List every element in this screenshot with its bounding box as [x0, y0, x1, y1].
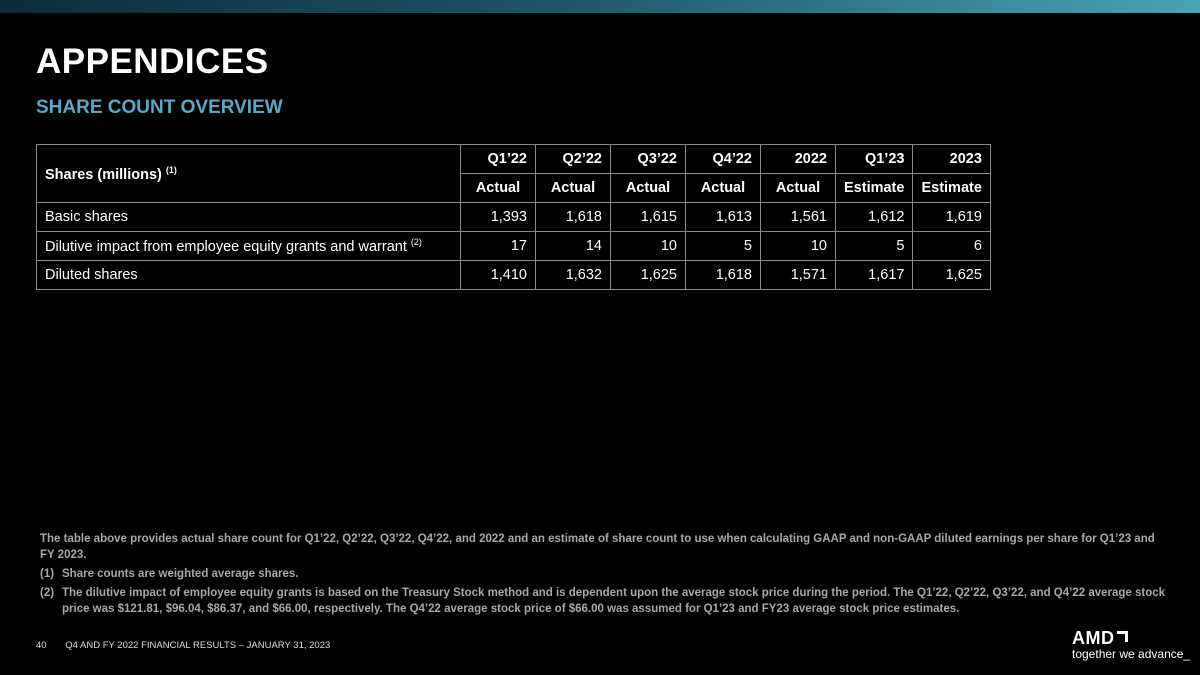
table-cell: 10	[761, 232, 836, 261]
col-header-type: Actual	[611, 174, 686, 203]
table-cell: 5	[836, 232, 913, 261]
top-accent-bar	[0, 0, 1200, 13]
row-label: Diluted shares	[37, 261, 461, 290]
col-header-period: Q4’22	[686, 145, 761, 174]
col-header-period: Q1’23	[836, 145, 913, 174]
row-label: Basic shares	[37, 203, 461, 232]
row-label: Dilutive impact from employee equity grants and warrant $^{(2)}$	[37, 232, 461, 261]
table-cell: 5	[686, 232, 761, 261]
amd-arrow-icon	[1117, 631, 1128, 642]
col-header-period: 2023	[913, 145, 990, 174]
table-cell: 17	[461, 232, 536, 261]
table-row-diluted-shares	[37, 261, 991, 290]
page-footer	[36, 640, 330, 651]
table-cell: 1,612	[836, 203, 913, 232]
table-cell: 1,393	[461, 203, 536, 232]
footnotes-section	[40, 531, 1170, 617]
col-header-type: Actual	[536, 174, 611, 203]
table-cell: 1,618	[536, 203, 611, 232]
table-cell: 1,571	[761, 261, 836, 290]
footnote-number: (1)	[40, 568, 55, 580]
footnote-2	[40, 585, 1170, 617]
table-cell: 1,625	[913, 261, 990, 290]
col-header-period: Q1’22	[461, 145, 536, 174]
table-cell: 1,410	[461, 261, 536, 290]
col-header-type: Estimate	[913, 174, 990, 203]
table-cell: 1,613	[686, 203, 761, 232]
table-cell: 14	[536, 232, 611, 261]
shares-label: Shares (millions)	[45, 166, 162, 183]
logo-tagline: together we advance_	[1072, 647, 1191, 661]
share-count-table	[36, 144, 991, 290]
table-cell: 1,619	[913, 203, 990, 232]
col-header-period: Q3’22	[611, 145, 686, 174]
table-cell: 6	[913, 232, 990, 261]
footnote-ref-2: (2)	[410, 237, 422, 248]
footnote-text: Share counts are weighted average shares.	[62, 568, 299, 580]
table-cell: 1,618	[686, 261, 761, 290]
table-cell: 1,615	[611, 203, 686, 232]
table-row-basic-shares	[37, 203, 991, 232]
col-header-type: Actual	[761, 174, 836, 203]
col-header-type: Estimate	[836, 174, 913, 203]
table-cell: 1,561	[761, 203, 836, 232]
footnote-ref-1: (1)	[165, 164, 177, 175]
footnote-text: The dilutive impact of employee equity grants is based on the Treasury Stock method and is dependent upon the average stock price during the period. The Q1’22, Q2’22, Q3’22, and Q4’22 average stock price was $121.81, $96.04, $86.37, and $66.00, respectively. The Q4’22 average stock price of $66.00 was assumed for Q1’23 and FY23 average stock price estimates.	[62, 587, 1166, 615]
table-cell: 1,625	[611, 261, 686, 290]
table-cell: 1,617	[836, 261, 913, 290]
page-number: 40	[36, 640, 47, 651]
col-header-period: 2022	[761, 145, 836, 174]
table-header-label	[37, 145, 461, 203]
notes-intro: The table above provides actual share count for Q1’22, Q2’22, Q3’22, Q4’22, and 2022 and an estimate of share count to use when calculating GAAP and non-GAAP diluted earnings per share for Q1’23 and FY 2023.	[40, 533, 1155, 561]
footnote-number: (2)	[40, 587, 55, 599]
col-header-type: Actual	[686, 174, 761, 203]
footer-text: Q4 AND FY 2022 FINANCIAL RESULTS – JANUARY 31, 2023	[65, 640, 331, 651]
table-row-dilutive-impact	[37, 232, 991, 261]
col-header-period: Q2’22	[536, 145, 611, 174]
amd-logo	[1072, 628, 1190, 661]
col-header-type: Actual	[461, 174, 536, 203]
footnote-1	[40, 566, 1170, 582]
page-title: APPENDICES	[36, 42, 269, 81]
section-subtitle: SHARE COUNT OVERVIEW	[36, 97, 283, 118]
logo-wordmark: AMD	[1072, 628, 1190, 649]
table-cell: 1,632	[536, 261, 611, 290]
table-header-row-periods	[37, 145, 991, 174]
table-cell: 10	[611, 232, 686, 261]
